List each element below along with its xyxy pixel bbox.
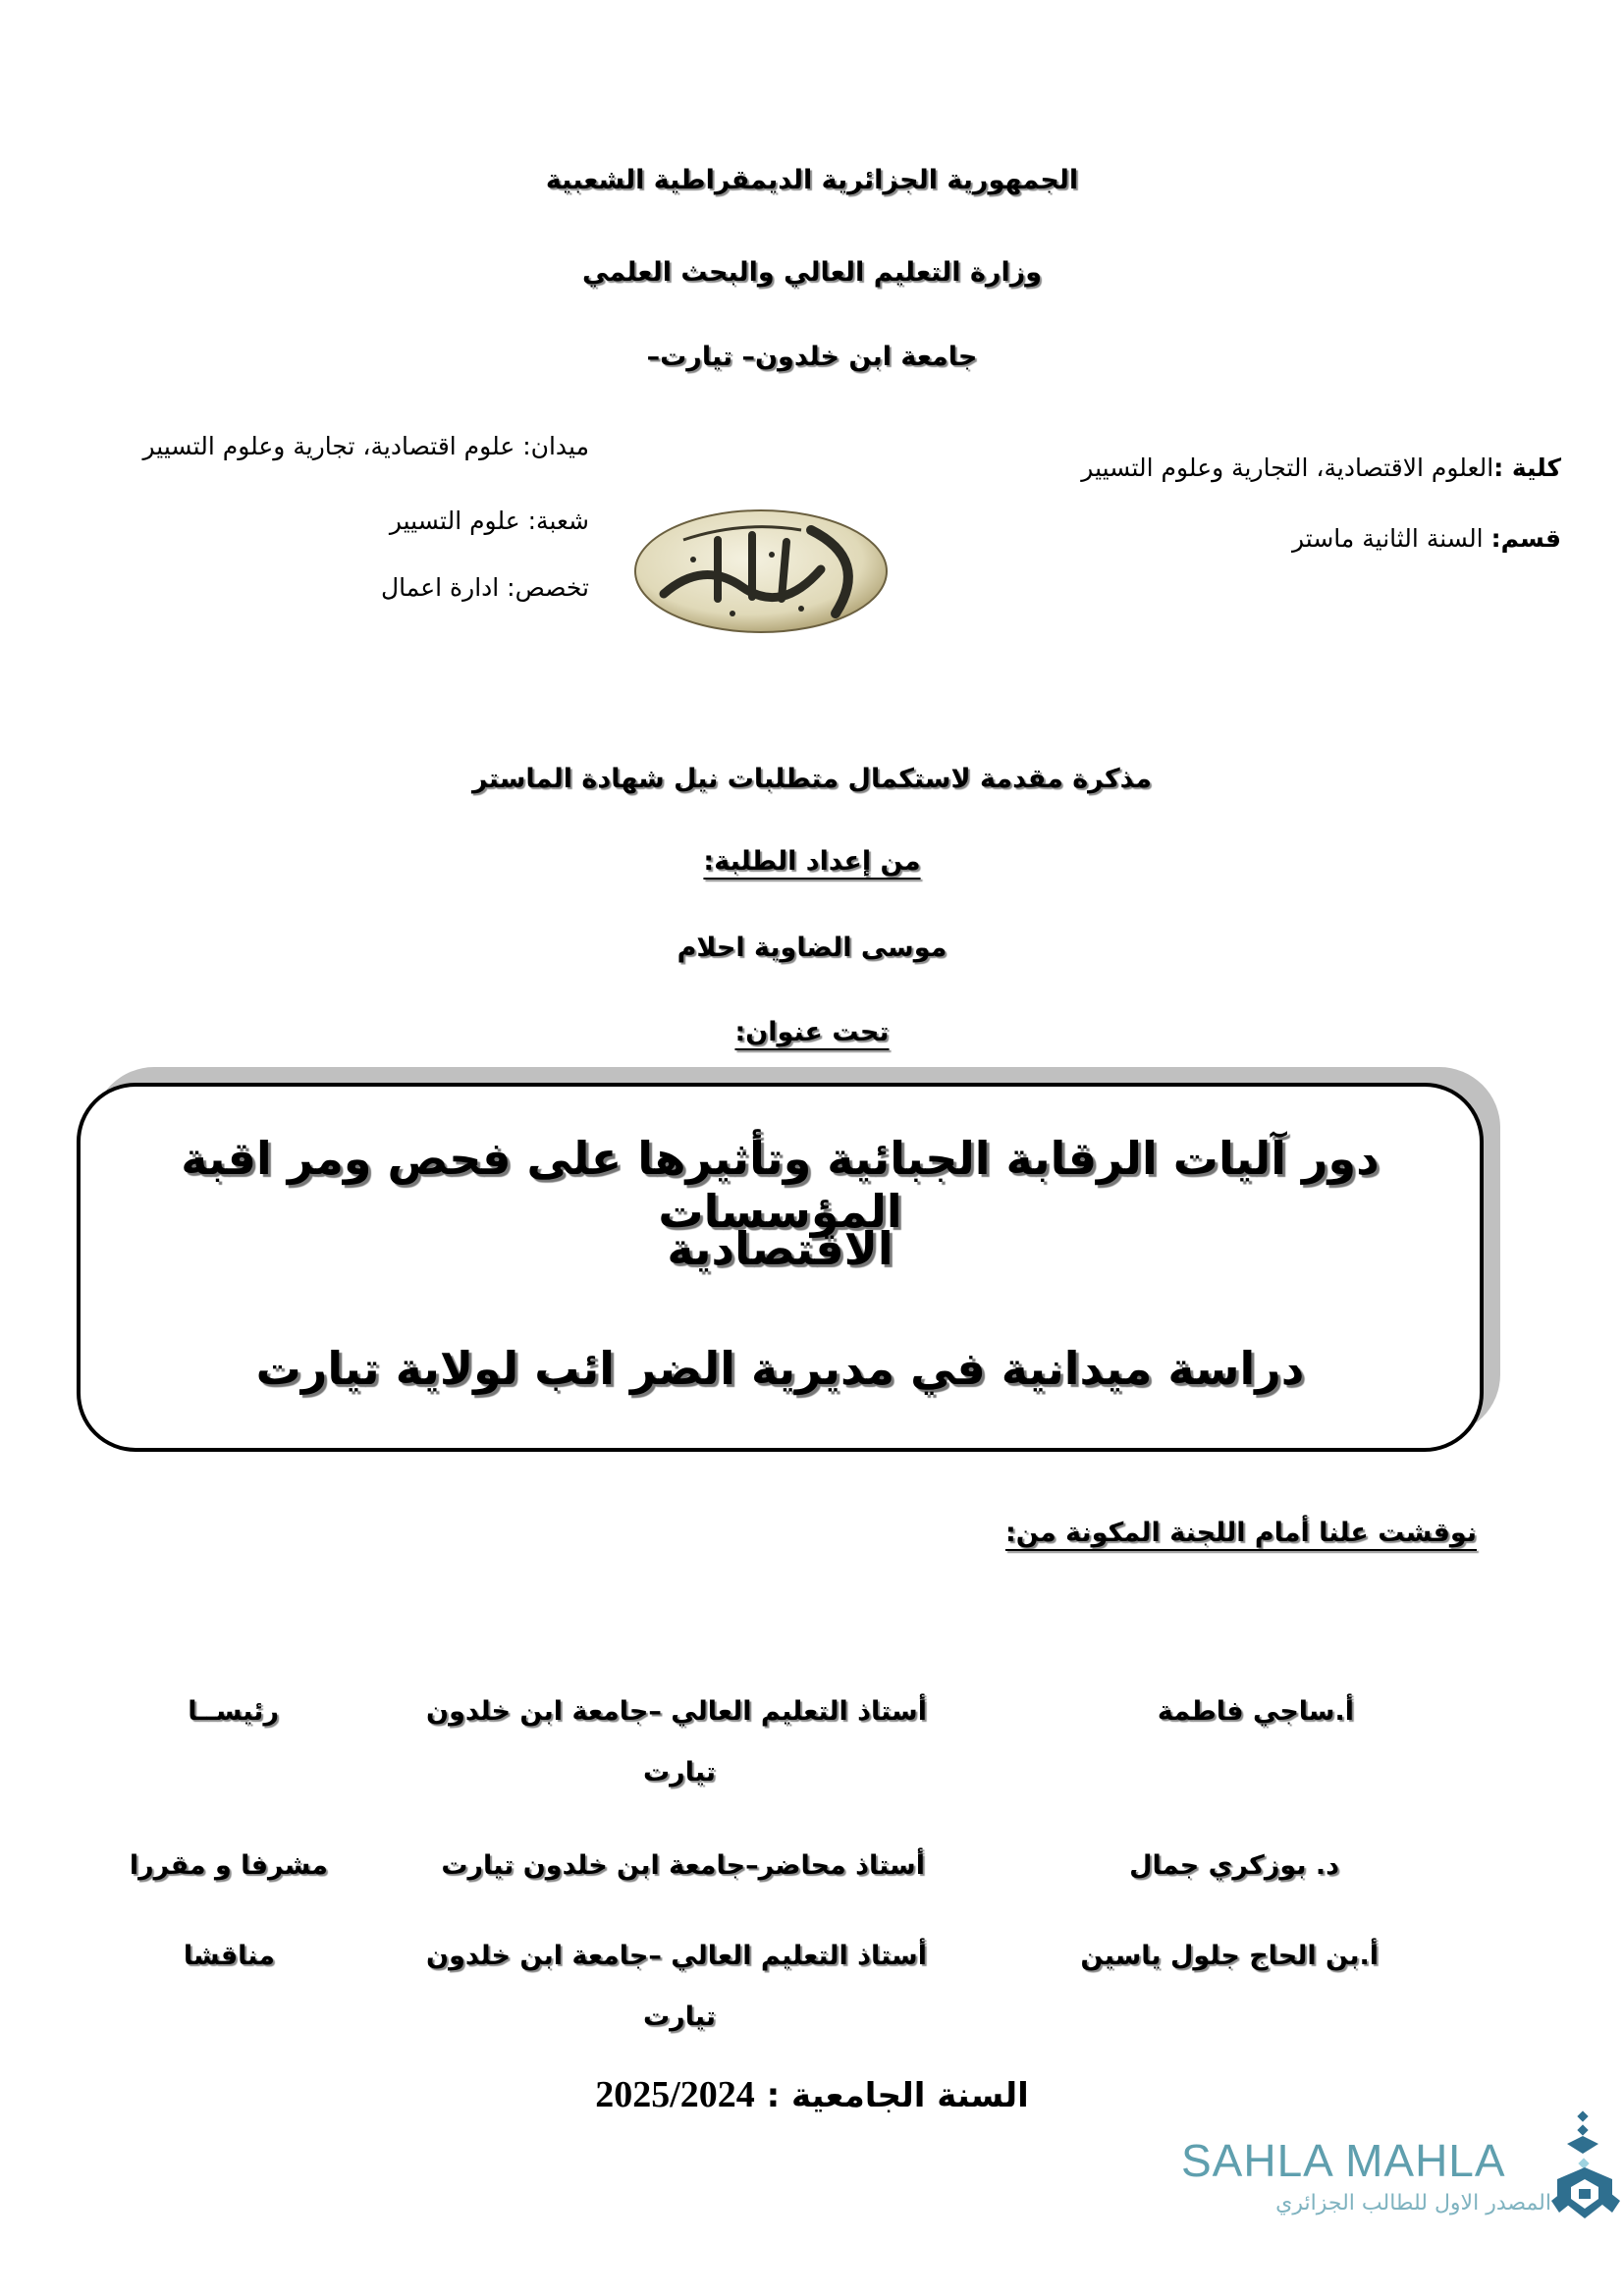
thesis-title-line-2: الاقتصادية xyxy=(667,1222,893,1275)
watermark-brand: SAHLA MAHLA xyxy=(1181,2135,1506,2186)
academic-year-value: 2025/2024 xyxy=(595,2074,755,2115)
university-heading: جامعة ابن خلدون– تيارت– xyxy=(646,342,978,372)
department-value: السنة الثانية ماستر xyxy=(1292,524,1491,553)
watermark-tagline: المصدر الاول للطالب الجزائري xyxy=(1275,2191,1551,2216)
member-2-role: مشرفا و مقررا xyxy=(129,1850,328,1881)
sahla-mahla-logo-icon xyxy=(1551,2110,1620,2230)
department-line xyxy=(1292,524,1561,553)
member-3-title-cont: تيارت xyxy=(643,2002,716,2032)
member-2-title: أستاذ محاضر–جامعة ابن خلدون تيارت xyxy=(441,1850,925,1881)
university-seal-icon xyxy=(624,501,897,638)
thesis-title-line-1: دور آليات الرقابة الجبائية وتأثيرها على فحص ومر اقبة المؤسسات xyxy=(181,1132,1380,1238)
republic-heading: الجمهورية الجزائرية الديمقراطية الشعبية xyxy=(545,165,1079,195)
title-label: تحت عنوان: xyxy=(734,1017,890,1047)
faculty-line xyxy=(1081,454,1561,482)
member-2-name: د. بوزكري جمال xyxy=(1129,1850,1339,1881)
memo-purpose: مذكرة مقدمة لاستكمال متطلبات نيل شهادة الماستر xyxy=(472,764,1152,794)
prepared-by-label: من إعداد الطلبة: xyxy=(703,846,921,877)
member-1-title-cont: تيارت xyxy=(643,1757,716,1788)
field-line: ميدان: علوم اقتصادية، تجارية وعلوم التسيير xyxy=(142,432,589,460)
faculty-label: كلية : xyxy=(1493,454,1561,482)
department-label: قسم: xyxy=(1490,524,1561,553)
member-1-title: أستاذ التعليم العالي –جامعة ابن خلدون xyxy=(426,1696,927,1727)
thesis-subtitle: دراسة ميدانية في مديرية الضر ائب لولاية تيارت xyxy=(255,1342,1305,1395)
student-name: موسى الضاوية احلام xyxy=(677,933,947,963)
member-3-name: أ.بن الحاج جلول ياسين xyxy=(1080,1941,1379,1971)
member-3-role: مناقشا xyxy=(183,1941,275,1971)
specialty-line: تخصص: ادارة اعمال xyxy=(380,573,589,602)
member-1-name: أ.ساجي فاطمة xyxy=(1157,1696,1354,1727)
member-1-role: رئيســا xyxy=(188,1696,279,1727)
academic-year-label: السنة الجامعية : xyxy=(766,2076,1029,2115)
member-3-title: أستاذ التعليم العالي –جامعة ابن خلدون xyxy=(426,1941,927,1971)
thesis-title-box xyxy=(77,1083,1484,1452)
faculty-value: العلوم الاقتصادية، التجارية وعلوم التسيير xyxy=(1081,454,1494,482)
sahla-mahla-watermark xyxy=(1173,2110,1620,2238)
ministry-heading: وزارة التعليم العالي والبحث العلمي xyxy=(581,257,1043,288)
committee-heading: نوقشت علنا أمام اللجنة المكونة من: xyxy=(1004,1518,1477,1548)
branch-line: شعبة: علوم التسيير xyxy=(389,507,589,535)
